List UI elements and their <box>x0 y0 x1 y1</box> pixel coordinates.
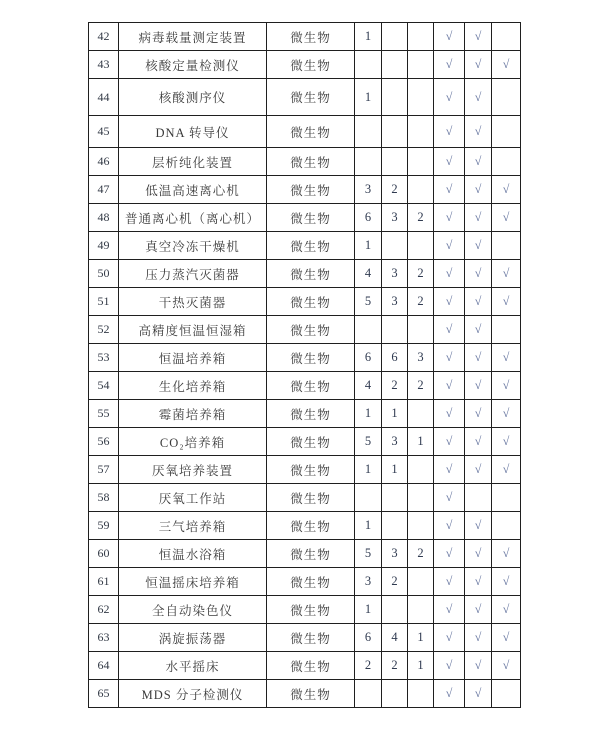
row-number-cell: 43 <box>89 51 119 79</box>
row-number-cell: 51 <box>89 288 119 316</box>
qty-a-cell: 6 <box>355 204 382 232</box>
table-row <box>89 456 521 484</box>
category-cell: 微生物 <box>267 400 355 428</box>
qty-b-cell <box>382 512 408 540</box>
table-row <box>89 624 521 652</box>
check-3-cell: √ <box>492 344 521 372</box>
qty-c-cell <box>408 316 434 344</box>
qty-a-cell <box>355 148 382 176</box>
check-3-cell <box>492 512 521 540</box>
row-number-cell: 48 <box>89 204 119 232</box>
qty-b-cell: 4 <box>382 624 408 652</box>
row-number-cell: 62 <box>89 596 119 624</box>
equipment-name-cell: 厌氧培养装置 <box>119 456 267 484</box>
check-3-cell: √ <box>492 400 521 428</box>
qty-a-cell <box>355 116 382 148</box>
row-number-cell: 60 <box>89 540 119 568</box>
table-row <box>89 372 521 400</box>
qty-a-cell: 1 <box>355 596 382 624</box>
check-2-cell: √ <box>465 596 492 624</box>
qty-c-cell <box>408 148 434 176</box>
check-3-cell: √ <box>492 652 521 680</box>
qty-c-cell: 1 <box>408 428 434 456</box>
qty-c-cell <box>408 51 434 79</box>
category-cell: 微生物 <box>267 79 355 116</box>
check-1-cell: √ <box>434 344 465 372</box>
equipment-name-cell: 涡旋振荡器 <box>119 624 267 652</box>
check-3-cell: √ <box>492 204 521 232</box>
check-2-cell: √ <box>465 204 492 232</box>
qty-c-cell <box>408 512 434 540</box>
qty-a-cell <box>355 51 382 79</box>
qty-b-cell <box>382 484 408 512</box>
check-3-cell: √ <box>492 456 521 484</box>
qty-b-cell <box>382 680 408 708</box>
qty-c-cell <box>408 400 434 428</box>
check-2-cell: √ <box>465 79 492 116</box>
table-row <box>89 596 521 624</box>
qty-c-cell <box>408 456 434 484</box>
check-3-cell: √ <box>492 596 521 624</box>
check-3-cell <box>492 680 521 708</box>
qty-c-cell <box>408 484 434 512</box>
check-3-cell: √ <box>492 624 521 652</box>
check-2-cell: √ <box>465 116 492 148</box>
qty-b-cell <box>382 596 408 624</box>
qty-c-cell <box>408 568 434 596</box>
qty-c-cell <box>408 116 434 148</box>
check-3-cell <box>492 484 521 512</box>
row-number-cell: 53 <box>89 344 119 372</box>
row-number-cell: 49 <box>89 232 119 260</box>
check-3-cell <box>492 116 521 148</box>
qty-b-cell: 2 <box>382 176 408 204</box>
qty-c-cell: 2 <box>408 260 434 288</box>
equipment-name-cell: 真空冷冻干燥机 <box>119 232 267 260</box>
check-3-cell: √ <box>492 260 521 288</box>
table-row <box>89 79 521 116</box>
check-2-cell: √ <box>465 232 492 260</box>
check-1-cell: √ <box>434 540 465 568</box>
qty-c-cell: 2 <box>408 288 434 316</box>
qty-c-cell: 3 <box>408 344 434 372</box>
check-1-cell: √ <box>434 232 465 260</box>
qty-b-cell: 3 <box>382 540 408 568</box>
qty-a-cell: 5 <box>355 540 382 568</box>
category-cell: 微生物 <box>267 344 355 372</box>
check-1-cell: √ <box>434 456 465 484</box>
qty-b-cell <box>382 316 408 344</box>
category-cell: 微生物 <box>267 624 355 652</box>
table-row <box>89 260 521 288</box>
qty-b-cell <box>382 51 408 79</box>
check-2-cell: √ <box>465 260 492 288</box>
table-row <box>89 512 521 540</box>
row-number-cell: 65 <box>89 680 119 708</box>
row-number-cell: 46 <box>89 148 119 176</box>
check-2-cell: √ <box>465 344 492 372</box>
row-number-cell: 45 <box>89 116 119 148</box>
qty-b-cell: 3 <box>382 288 408 316</box>
equipment-name-cell: 霉菌培养箱 <box>119 400 267 428</box>
qty-a-cell: 1 <box>355 232 382 260</box>
qty-a-cell: 3 <box>355 568 382 596</box>
equipment-name-cell: 三气培养箱 <box>119 512 267 540</box>
check-1-cell: √ <box>434 116 465 148</box>
qty-a-cell: 3 <box>355 176 382 204</box>
check-2-cell: √ <box>465 456 492 484</box>
table-row <box>89 568 521 596</box>
category-cell: 微生物 <box>267 51 355 79</box>
check-1-cell: √ <box>434 260 465 288</box>
qty-c-cell: 2 <box>408 204 434 232</box>
category-cell: 微生物 <box>267 596 355 624</box>
qty-c-cell <box>408 176 434 204</box>
table-row <box>89 316 521 344</box>
check-2-cell <box>465 484 492 512</box>
check-1-cell: √ <box>434 288 465 316</box>
table-row <box>89 428 521 456</box>
qty-c-cell <box>408 79 434 116</box>
equipment-name-cell: 压力蒸汽灭菌器 <box>119 260 267 288</box>
equipment-name-cell: 厌氧工作站 <box>119 484 267 512</box>
table-row <box>89 116 521 148</box>
row-number-cell: 64 <box>89 652 119 680</box>
table-row <box>89 484 521 512</box>
qty-b-cell: 3 <box>382 204 408 232</box>
table-row <box>89 680 521 708</box>
category-cell: 微生物 <box>267 23 355 51</box>
qty-c-cell: 2 <box>408 372 434 400</box>
equipment-name-cell: 普通离心机（离心机） <box>119 204 267 232</box>
qty-a-cell <box>355 680 382 708</box>
category-cell: 微生物 <box>267 680 355 708</box>
equipment-name-cell: MDS 分子检测仪 <box>119 680 267 708</box>
qty-a-cell: 4 <box>355 260 382 288</box>
check-2-cell: √ <box>465 400 492 428</box>
check-2-cell: √ <box>465 288 492 316</box>
check-1-cell: √ <box>434 652 465 680</box>
qty-b-cell: 2 <box>382 652 408 680</box>
qty-a-cell: 4 <box>355 372 382 400</box>
equipment-name-cell: 恒温培养箱 <box>119 344 267 372</box>
qty-c-cell <box>408 23 434 51</box>
check-2-cell: √ <box>465 372 492 400</box>
qty-b-cell <box>382 232 408 260</box>
qty-b-cell: 6 <box>382 344 408 372</box>
category-cell: 微生物 <box>267 204 355 232</box>
qty-a-cell <box>355 484 382 512</box>
table-row <box>89 232 521 260</box>
row-number-cell: 61 <box>89 568 119 596</box>
qty-c-cell <box>408 596 434 624</box>
check-1-cell: √ <box>434 79 465 116</box>
equipment-name-cell: DNA 转导仪 <box>119 116 267 148</box>
row-number-cell: 58 <box>89 484 119 512</box>
equipment-table <box>88 22 521 708</box>
table-row <box>89 540 521 568</box>
check-1-cell: √ <box>434 568 465 596</box>
qty-a-cell: 6 <box>355 344 382 372</box>
check-2-cell: √ <box>465 23 492 51</box>
qty-b-cell: 1 <box>382 456 408 484</box>
check-1-cell: √ <box>434 204 465 232</box>
qty-a-cell: 1 <box>355 456 382 484</box>
check-1-cell: √ <box>434 372 465 400</box>
qty-b-cell: 1 <box>382 400 408 428</box>
category-cell: 微生物 <box>267 512 355 540</box>
equipment-name-cell: 层析纯化装置 <box>119 148 267 176</box>
category-cell: 微生物 <box>267 288 355 316</box>
qty-b-cell <box>382 23 408 51</box>
row-number-cell: 54 <box>89 372 119 400</box>
qty-c-cell <box>408 680 434 708</box>
check-3-cell: √ <box>492 540 521 568</box>
check-1-cell: √ <box>434 51 465 79</box>
check-2-cell: √ <box>465 51 492 79</box>
equipment-name-cell: 干热灭菌器 <box>119 288 267 316</box>
check-3-cell: √ <box>492 372 521 400</box>
check-1-cell: √ <box>434 484 465 512</box>
row-number-cell: 63 <box>89 624 119 652</box>
category-cell: 微生物 <box>267 372 355 400</box>
check-3-cell <box>492 23 521 51</box>
qty-a-cell: 1 <box>355 79 382 116</box>
table-row <box>89 344 521 372</box>
equipment-name-cell: 高精度恒温恒湿箱 <box>119 316 267 344</box>
check-3-cell: √ <box>492 51 521 79</box>
qty-a-cell: 2 <box>355 652 382 680</box>
qty-b-cell: 2 <box>382 372 408 400</box>
check-2-cell: √ <box>465 624 492 652</box>
row-number-cell: 56 <box>89 428 119 456</box>
check-3-cell <box>492 79 521 116</box>
equipment-name-cell: 病毒载量测定装置 <box>119 23 267 51</box>
equipment-table-body <box>89 23 521 708</box>
check-1-cell: √ <box>434 428 465 456</box>
row-number-cell: 44 <box>89 79 119 116</box>
category-cell: 微生物 <box>267 260 355 288</box>
qty-a-cell: 6 <box>355 624 382 652</box>
check-1-cell: √ <box>434 624 465 652</box>
check-3-cell <box>492 316 521 344</box>
category-cell: 微生物 <box>267 316 355 344</box>
table-row <box>89 288 521 316</box>
category-cell: 微生物 <box>267 540 355 568</box>
qty-a-cell: 1 <box>355 512 382 540</box>
category-cell: 微生物 <box>267 232 355 260</box>
check-3-cell <box>492 148 521 176</box>
equipment-name-cell: 水平摇床 <box>119 652 267 680</box>
check-3-cell: √ <box>492 288 521 316</box>
category-cell: 微生物 <box>267 116 355 148</box>
check-1-cell: √ <box>434 23 465 51</box>
check-1-cell: √ <box>434 680 465 708</box>
qty-c-cell: 1 <box>408 652 434 680</box>
qty-b-cell: 3 <box>382 428 408 456</box>
qty-b-cell: 3 <box>382 260 408 288</box>
check-3-cell: √ <box>492 428 521 456</box>
qty-a-cell: 5 <box>355 428 382 456</box>
table-row <box>89 148 521 176</box>
check-2-cell: √ <box>465 176 492 204</box>
row-number-cell: 42 <box>89 23 119 51</box>
equipment-name-cell: 低温高速离心机 <box>119 176 267 204</box>
equipment-name-cell: 恒温摇床培养箱 <box>119 568 267 596</box>
row-number-cell: 59 <box>89 512 119 540</box>
check-1-cell: √ <box>434 400 465 428</box>
check-2-cell: √ <box>465 316 492 344</box>
qty-b-cell <box>382 148 408 176</box>
category-cell: 微生物 <box>267 148 355 176</box>
row-number-cell: 50 <box>89 260 119 288</box>
category-cell: 微生物 <box>267 428 355 456</box>
equipment-name-cell: 生化培养箱 <box>119 372 267 400</box>
equipment-name-cell: 恒温水浴箱 <box>119 540 267 568</box>
qty-b-cell <box>382 116 408 148</box>
table-row <box>89 400 521 428</box>
row-number-cell: 52 <box>89 316 119 344</box>
check-1-cell: √ <box>434 596 465 624</box>
equipment-name-cell: 全自动染色仪 <box>119 596 267 624</box>
check-2-cell: √ <box>465 568 492 596</box>
check-2-cell: √ <box>465 512 492 540</box>
check-3-cell: √ <box>492 176 521 204</box>
category-cell: 微生物 <box>267 176 355 204</box>
category-cell: 微生物 <box>267 568 355 596</box>
table-row <box>89 652 521 680</box>
table-row <box>89 51 521 79</box>
check-2-cell: √ <box>465 540 492 568</box>
check-3-cell: √ <box>492 568 521 596</box>
check-2-cell: √ <box>465 680 492 708</box>
qty-b-cell <box>382 79 408 116</box>
qty-c-cell: 1 <box>408 624 434 652</box>
table-row <box>89 204 521 232</box>
qty-a-cell: 5 <box>355 288 382 316</box>
check-1-cell: √ <box>434 512 465 540</box>
qty-c-cell: 2 <box>408 540 434 568</box>
category-cell: 微生物 <box>267 484 355 512</box>
check-1-cell: √ <box>434 148 465 176</box>
check-3-cell <box>492 232 521 260</box>
category-cell: 微生物 <box>267 652 355 680</box>
check-2-cell: √ <box>465 428 492 456</box>
category-cell: 微生物 <box>267 456 355 484</box>
equipment-name-cell: CO₂培养箱 <box>119 428 267 456</box>
check-2-cell: √ <box>465 148 492 176</box>
row-number-cell: 57 <box>89 456 119 484</box>
check-2-cell: √ <box>465 652 492 680</box>
row-number-cell: 47 <box>89 176 119 204</box>
qty-a-cell: 1 <box>355 23 382 51</box>
check-1-cell: √ <box>434 316 465 344</box>
qty-b-cell: 2 <box>382 568 408 596</box>
qty-a-cell: 1 <box>355 400 382 428</box>
qty-a-cell <box>355 316 382 344</box>
table-row <box>89 176 521 204</box>
equipment-name-cell: 核酸测序仪 <box>119 79 267 116</box>
equipment-name-cell: 核酸定量检测仪 <box>119 51 267 79</box>
row-number-cell: 55 <box>89 400 119 428</box>
check-1-cell: √ <box>434 176 465 204</box>
table-row <box>89 23 521 51</box>
qty-c-cell <box>408 232 434 260</box>
